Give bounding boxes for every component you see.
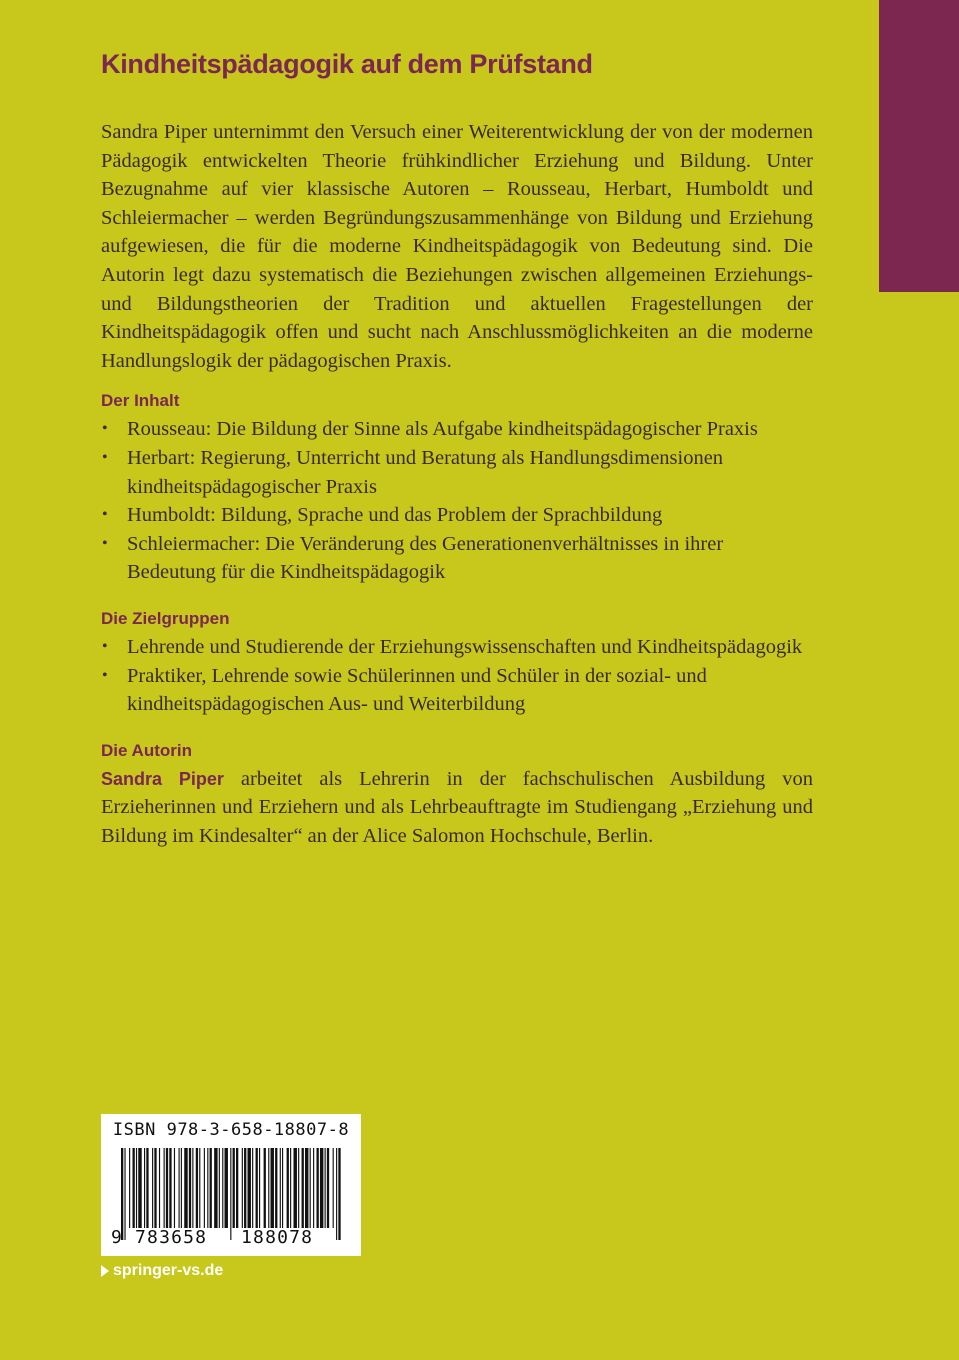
barcode-bar xyxy=(338,1148,340,1240)
barcode-bar xyxy=(214,1148,217,1228)
barcode-bar xyxy=(280,1148,281,1228)
list-item: • Lehrende und Studierende der Erziehungswissenschaften und Kindheitspädagogik xyxy=(101,633,813,662)
barcode-bar xyxy=(264,1148,266,1228)
barcode-bar xyxy=(154,1148,156,1228)
barcode-bar xyxy=(305,1148,308,1228)
section-autorin xyxy=(101,737,813,851)
inhalt-list xyxy=(101,415,813,587)
barcode-bar xyxy=(302,1148,304,1228)
publisher-link[interactable] xyxy=(101,1262,223,1280)
barcode-bar xyxy=(184,1148,187,1228)
accent-band xyxy=(879,0,959,292)
barcode-bar xyxy=(199,1148,200,1228)
barcode-bar xyxy=(294,1148,297,1228)
barcode-bar xyxy=(181,1148,182,1228)
barcode-bar xyxy=(222,1148,223,1228)
barcode-bar xyxy=(179,1148,180,1228)
barcode-bar xyxy=(129,1148,130,1228)
barcode-bar xyxy=(144,1148,145,1228)
barcode-bar xyxy=(327,1148,329,1228)
section-heading-inhalt: Der Inhalt xyxy=(101,391,180,411)
section-heading-autorin: Die Autorin xyxy=(101,740,192,760)
barcode-bar xyxy=(219,1148,220,1228)
barcode-bar xyxy=(298,1148,299,1228)
barcode-bar xyxy=(259,1148,260,1228)
barcode-bar xyxy=(275,1148,277,1228)
barcode-bar xyxy=(189,1148,191,1228)
intro-paragraph: Sandra Piper unternimmt den Versuch einer Weiterentwicklung der von der modernen Pädagogik entwickelten Theorie frühkindlicher Erziehung und Bildung. Unter Bezugnahme auf vier klassische Autoren – Rousseau, Herbart, Humboldt und Schleiermacher – werden Begründungszusammenhänge von Bildung und Erziehung aufgewiesen, die für die moderne Kindheitspädagogik von Bedeutung sind. Die Autorin legt dazu systematisch die Beziehungen zwischen allgemeinen Erziehungs- und Bildungstheorien der Tradition und aktuellen Fragestellungen der Kindheitspädagogik offen und sucht nach Anschlussmöglichkeiten an die moderne Handlungslogik der pädagogischen Praxis. xyxy=(101,121,813,372)
barcode-bar xyxy=(236,1148,238,1228)
publisher-site: springer-vs.de xyxy=(113,1262,224,1279)
back-cover-content xyxy=(101,44,813,850)
zielgruppen-list xyxy=(101,633,813,719)
list-item: • Humboldt: Bildung, Sprache und das Problem der Sprachbildung xyxy=(101,501,813,530)
barcode-bar xyxy=(317,1148,319,1228)
barcode-bar xyxy=(242,1148,243,1228)
barcode-bar xyxy=(124,1148,125,1240)
list-item: • Praktiker, Lehrende sowie Schülerinnen und Schüler in der sozial- und kindheitspädagogischen Aus- und Weiterbildung xyxy=(101,662,813,719)
barcode-bar xyxy=(252,1148,253,1228)
barcode-bar xyxy=(133,1148,135,1228)
barcode-bar xyxy=(152,1148,153,1228)
barcode-bar xyxy=(174,1148,175,1228)
barcode-bar xyxy=(271,1148,274,1228)
barcode-bar xyxy=(210,1148,212,1228)
barcode-bar xyxy=(136,1148,137,1228)
barcode-bar xyxy=(207,1148,208,1228)
barcode-bar xyxy=(233,1148,235,1228)
barcode-bar xyxy=(169,1148,171,1228)
list-item: • Rousseau: Die Bildung der Sinne als Aufgabe kindheitspädagogischer Praxis xyxy=(101,415,813,444)
barcode-digits-right: 188078 xyxy=(241,1227,314,1248)
author-paragraph xyxy=(101,765,813,851)
section-heading-zielgruppen: Die Zielgruppen xyxy=(101,608,230,628)
barcode-bar xyxy=(196,1148,198,1228)
barcode-bar xyxy=(204,1148,205,1228)
author-name: Sandra Piper xyxy=(101,768,224,789)
barcode-bar xyxy=(225,1148,228,1228)
barcode-bar xyxy=(287,1148,289,1228)
list-item: • Herbart: Regierung, Unterricht und Beratung als Handlungsdimensionen kindheitspädagogischer Praxis xyxy=(101,444,813,501)
page-title: Kindheitspädagogik auf dem Prüfstand xyxy=(101,49,593,79)
barcode-bar xyxy=(325,1148,326,1228)
barcode-bar xyxy=(333,1148,334,1228)
barcode-bar xyxy=(230,1148,231,1240)
isbn-barcode xyxy=(101,1114,361,1256)
barcode-bar xyxy=(282,1148,283,1228)
barcode-bar xyxy=(320,1148,323,1228)
isbn-label: ISBN 978-3-658-18807-8 xyxy=(112,1120,350,1140)
barcode-bar xyxy=(290,1148,291,1228)
barcode-bar xyxy=(159,1148,160,1228)
barcode-bar xyxy=(256,1148,258,1228)
barcode-bar xyxy=(244,1148,246,1228)
section-inhalt xyxy=(101,387,813,587)
barcode-bar xyxy=(138,1148,141,1228)
barcode-bar xyxy=(268,1148,269,1228)
list-item: • Schleiermacher: Die Veränderung des Generationenverhältnisses in ihrer Bedeutung für die Kindheitspädagogik xyxy=(101,530,813,587)
barcode-bar xyxy=(336,1148,337,1240)
author-text: arbeitet als Lehrerin in der fachschulischen Ausbildung von Erzieherinnen und Erziehern und als Lehrbeauftragte im Studiengang „Erziehung und Bildung im Kindesalter“ an der Alice Salomon Hochschule, Berlin. xyxy=(101,767,814,847)
barcode-bar xyxy=(164,1148,165,1228)
barcode-digit-first: 9 xyxy=(111,1227,124,1248)
barcode-bar xyxy=(146,1148,148,1228)
section-zielgruppen xyxy=(101,605,813,719)
barcode-bar xyxy=(192,1148,193,1228)
arrow-right-icon xyxy=(101,1265,109,1277)
barcode-bar xyxy=(248,1148,251,1228)
barcode-bar xyxy=(313,1148,314,1228)
barcode-bar xyxy=(166,1148,168,1228)
barcode-bar xyxy=(310,1148,311,1228)
barcode-digits-left: 783658 xyxy=(135,1227,208,1248)
